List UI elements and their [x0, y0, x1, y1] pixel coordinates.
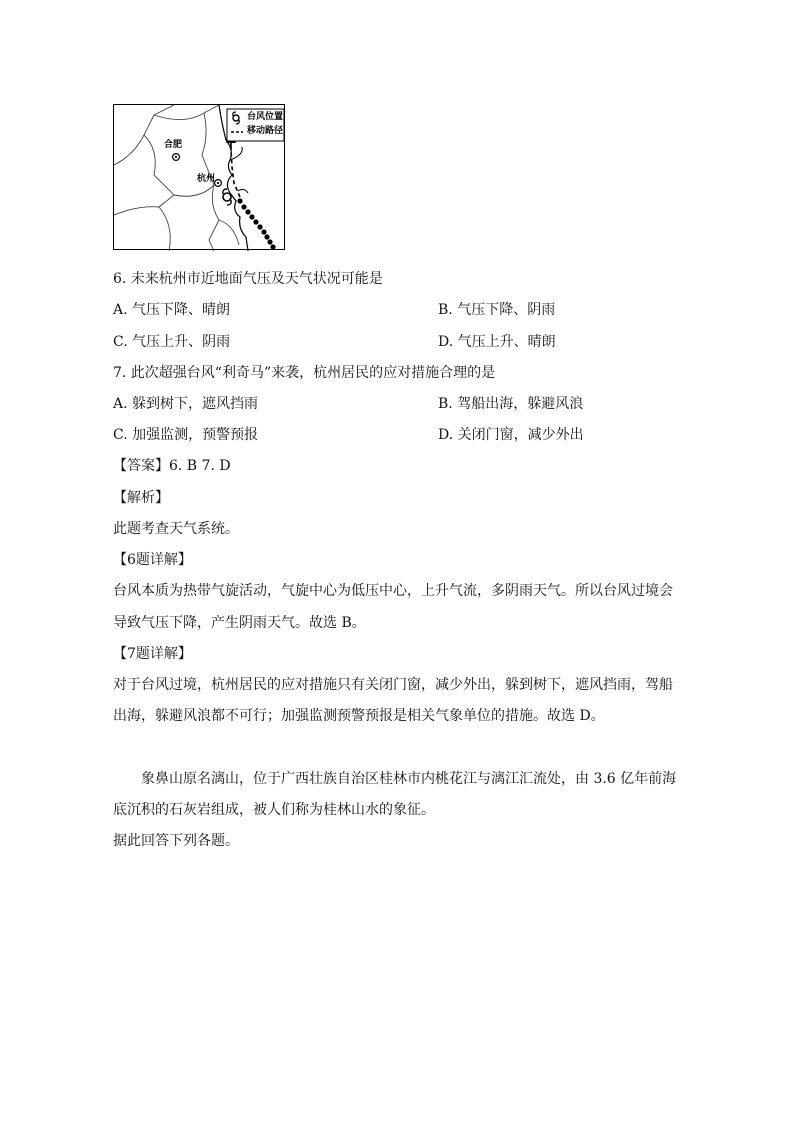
question-7-detail-line: 出海，躲避风浪都不可行；加强监测预警预报是相关气象单位的措施。故选 D。	[113, 708, 605, 724]
boundary-line	[209, 185, 219, 251]
question-7-option-d: D. 关闭门窗，减少外出	[438, 427, 584, 443]
analysis-heading: 【解析】	[113, 490, 169, 506]
question-6-detail-heading: 【6题详解】	[113, 552, 192, 568]
question-7-option-b: B. 驾船出海，躲避风浪	[438, 396, 584, 412]
hangzhou-marker	[215, 180, 222, 187]
question-7-stem: 7. 此次超强台风“利奇马”来袭，杭州居民的应对措施合理的是	[113, 365, 496, 381]
question-6-detail-line: 台风本质为热带气旋活动，气旋中心为低压中心，上升气流，多阴雨天气。所以台风过境会	[113, 583, 673, 599]
question-7-detail-heading: 【7题详解】	[113, 646, 192, 662]
coastline	[238, 189, 248, 193]
analysis-text: 此题考查天气系统。	[113, 521, 239, 537]
city-label-hangzhou: 杭州	[197, 174, 216, 184]
question-6-stem: 6. 未来杭州市近地面气压及天气状况可能是	[113, 271, 383, 287]
boundary-line	[159, 207, 170, 251]
typhoon-positions	[237, 198, 275, 249]
question-7-option-c: C. 加强监测，预警预报	[113, 427, 259, 443]
boundary-line	[219, 220, 239, 245]
passage-line: 象鼻山原名漓山，位于广西壮族自治区桂林市内桃花江与漓江汇流处，由 3.6 亿年前海	[141, 771, 677, 787]
question-7-option-a: A. 躲到树下，遮风挡雨	[113, 396, 259, 412]
boundary-line	[154, 105, 219, 120]
legend-label-position: 台风位置	[247, 112, 284, 122]
answer-line: 【答案】6. B 7. D	[113, 458, 231, 474]
typhoon-map	[113, 104, 285, 250]
boundary-line	[114, 195, 174, 215]
hefei-marker	[173, 154, 180, 161]
question-6-option-a: A. 气压下降、晴朗	[113, 302, 231, 318]
passage-line: 底沉积的石灰岩组成，被人们称为桂林山水的象征。	[113, 802, 435, 818]
question-6-option-b: B. 气压下降、阴雨	[438, 302, 556, 318]
city-label-hefei: 合肥	[164, 140, 183, 150]
legend-label-path: 移动路径	[247, 126, 284, 136]
typhoon-symbol	[223, 189, 231, 205]
question-6-detail-line: 导致气压下降，产生阴雨天气。故选 B。	[113, 615, 366, 631]
question-7-detail-line: 对于台风过境，杭州居民的应对措施只有关闭门窗，减少外出，躲到树下，遮风挡雨，驾船	[113, 677, 673, 693]
passage-instruction: 据此回答下列各题。	[113, 833, 239, 849]
question-6-option-c: C. 气压上升、阴雨	[113, 334, 231, 350]
question-6-option-d: D. 气压上升、晴朗	[438, 334, 556, 350]
